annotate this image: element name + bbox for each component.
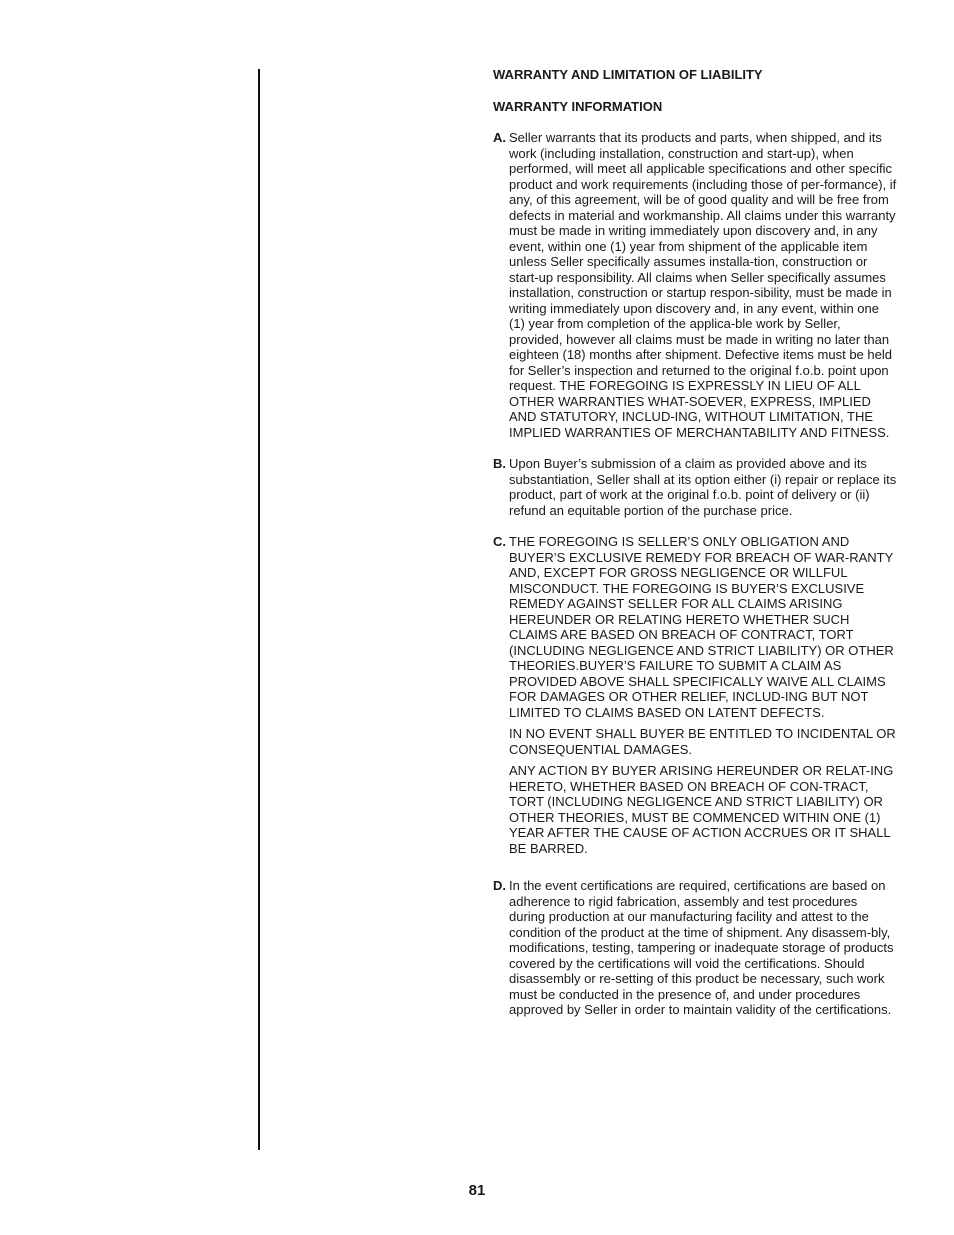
item-paragraph: IN NO EVENT SHALL BUYER BE ENTITLED TO INCIDENTAL OR CONSEQUENTIAL DAMAGES. (509, 726, 896, 757)
item-paragraph: THE FOREGOING IS SELLER’S ONLY OBLIGATION AND BUYER’S EXCLUSIVE REMEDY FOR BREACH OF WAR-RANTY AND, EXCEPT FOR GROSS NEGLIGENCE OR WILLFUL MISCONDUCT. THE FOREGOING IS BUYER’S EXCLUSIVE REMEDY AGAINST SELLER FOR ALL CLAIMS ARISING HEREUNDER OR RELATING HERETO WHETHER SUCH CLAIMS ARE BASED ON BREACH OF CONTRACT, TORT (INCLUDING NEGLIGENCE AND STRICT LIABILITY) OR OTHER THEORIES.BUYER’S FAILURE TO SUBMIT A CLAIM AS PROVIDED ABOVE SHALL SPECIFICALLY WAIVE ALL CLAIMS FOR DAMAGES OR OTHER RELIEF, INCLUD-ING BUT NOT LIMITED TO CLAIMS BASED ON LATENT DEFECTS. (509, 534, 894, 720)
warranty-item-d (493, 878, 897, 1018)
item-letter: A. (493, 130, 506, 145)
warranty-item-b (493, 456, 897, 518)
warranty-section (493, 67, 897, 1034)
section-subtitle: WARRANTY INFORMATION (493, 98, 663, 114)
column-divider-line (258, 69, 260, 1150)
section-title: WARRANTY AND LIMITATION OF LIABILITY (493, 67, 763, 82)
item-letter: D. (493, 878, 506, 893)
page-number: 81 (468, 1182, 486, 1199)
warranty-item-a (493, 130, 897, 440)
item-paragraph: Upon Buyer’s submission of a claim as provided above and its substantiation, Seller shall at its option either (i) repair or replace its product, part of work at the original f.o.b. point of delivery or (ii) refund an equitable portion of the purchase price. (509, 456, 897, 518)
item-letter: B. (493, 456, 506, 471)
item-paragraph: Seller warrants that its products and parts, when shipped, and its work (including installation, construction and start-up), when performed, will meet all applicable specifications and other specific product and work requirements (including those of per-formance), if any, of this agreement, will be of good quality and will be free from defects in material and workmanship. All claims under this warranty must be made in writing immediately upon discovery and, in any event, within one (1) year from shipment of the applicable item unless Seller specifically assumes installa-tion, construction or start-up responsibility. All claims when Seller specifically assumes installation, construction or startup respon-sibility, must be made in writing immediately upon discovery and, in any event, within one (1) year from completion of the applica-ble work by Seller, provided, however all claims must be made in writing no later than eighteen (18) months after shipment. Defective items must be held for Seller’s inspection and returned to the original f.o.b. point upon request. THE FOREGOING IS EXPRESSLY IN LIEU OF ALL OTHER WARRANTIES WHAT-SOEVER, EXPRESS, IMPLIED AND STATUTORY, INCLUD-ING, WITHOUT LIMITATION, THE IMPLIED WARRANTIES OF MERCHANTABILITY AND FITNESS. (509, 130, 897, 440)
item-paragraph: In the event certifications are required, certifications are based on adherence to rigid fabrication, assembly and test procedures during production at our manufacturing facility and attest to the condition of the product at the time of shipment. Any disassem-bly, modifications, testing, tampering or inadequate storage of products covered by the certifications will void the certifications. Should disassembly or re-setting of this product be necessary, such work must be conducted in the presence of, and under procedures approved by Seller in order to maintain validity of the certifications. (509, 878, 894, 1017)
item-letter: C. (493, 534, 506, 549)
warranty-item-c (493, 534, 897, 856)
item-paragraph: ANY ACTION BY BUYER ARISING HEREUNDER OR RELAT-ING HERETO, WHETHER BASED ON BREACH OF CON-TRACT, TORT (INCLUDING NEGLIGENCE AND STRICT LIABILITY) OR OTHER THEORIES, MUST BE COMMENCED WITHIN ONE (1) YEAR AFTER THE CAUSE OF ACTION ACCRUES OR IT SHALL BE BARRED. (509, 763, 894, 856)
